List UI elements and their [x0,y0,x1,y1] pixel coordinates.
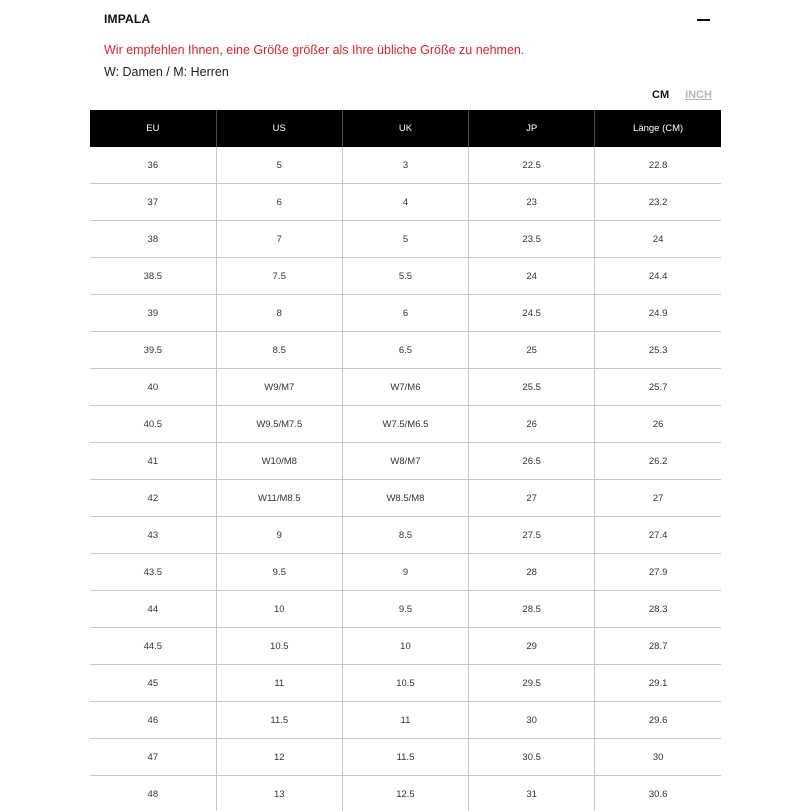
cell-us: 5 [216,147,342,184]
cell-eu: 43 [90,517,216,554]
cell-length: 28.7 [595,628,721,665]
cell-jp: 27.5 [469,517,595,554]
cell-eu: 40.5 [90,406,216,443]
table-row [90,258,721,295]
cell-length: 29.1 [595,665,721,702]
cell-length: 28.3 [595,591,721,628]
cell-jp: 22.5 [469,147,595,184]
size-table-body [90,147,721,811]
cell-length: 27.9 [595,554,721,591]
cell-us: 13 [216,776,342,811]
cell-length: 27 [595,480,721,517]
cell-length: 22.8 [595,147,721,184]
column-header-us: US [216,110,342,147]
table-row [90,665,721,702]
cell-length: 24.4 [595,258,721,295]
cell-eu: 44 [90,591,216,628]
cell-uk: 5 [342,221,468,258]
table-row [90,517,721,554]
cell-jp: 27 [469,480,595,517]
cell-jp: 30.5 [469,739,595,776]
cell-uk: 6 [342,295,468,332]
cell-uk: W8/M7 [342,443,468,480]
table-row [90,591,721,628]
cell-length: 25.3 [595,332,721,369]
cell-eu: 42 [90,480,216,517]
cell-jp: 30 [469,702,595,739]
cell-uk: 12.5 [342,776,468,811]
cell-us: 12 [216,739,342,776]
table-row [90,406,721,443]
cell-us: 10 [216,591,342,628]
cell-uk: 8.5 [342,517,468,554]
cell-eu: 38 [90,221,216,258]
size-guide-header [104,10,716,30]
cell-uk: 11 [342,702,468,739]
table-row [90,776,721,811]
table-row [90,295,721,332]
cell-eu: 39 [90,295,216,332]
cell-uk: 10.5 [342,665,468,702]
cell-uk: 9 [342,554,468,591]
unit-cm-button[interactable]: CM [652,89,670,101]
cell-us: 10.5 [216,628,342,665]
cell-eu: 41 [90,443,216,480]
cell-us: W9.5/M7.5 [216,406,342,443]
cell-eu: 44.5 [90,628,216,665]
table-row [90,702,721,739]
cell-us: 8.5 [216,332,342,369]
cell-length: 26.2 [595,443,721,480]
cell-uk: W7/M6 [342,369,468,406]
cell-us: 11 [216,665,342,702]
cell-eu: 48 [90,776,216,811]
page-title: IMPALA [104,12,151,26]
cell-us: W11/M8.5 [216,480,342,517]
size-recommendation-notice: Wir empfehlen Ihnen, eine Größe größer als Ihre übliche Größe zu nehmen. [104,43,525,57]
table-row [90,147,721,184]
unit-inch-button[interactable]: INCH [685,89,712,101]
cell-jp: 26.5 [469,443,595,480]
cell-jp: 24 [469,258,595,295]
gender-legend: W: Damen / M: Herren [104,65,229,79]
size-table [90,110,721,811]
cell-jp: 23.5 [469,221,595,258]
minus-icon [697,19,710,21]
cell-length: 29.6 [595,702,721,739]
cell-length: 30 [595,739,721,776]
cell-jp: 29.5 [469,665,595,702]
unit-toggle [652,89,712,101]
table-row [90,221,721,258]
cell-uk: 11.5 [342,739,468,776]
cell-length: 25.7 [595,369,721,406]
collapse-button[interactable] [696,10,712,30]
column-header-uk: UK [342,110,468,147]
cell-us: 9 [216,517,342,554]
cell-uk: 9.5 [342,591,468,628]
cell-uk: 10 [342,628,468,665]
column-header-eu: EU [90,110,216,147]
column-header-length: Länge (CM) [595,110,721,147]
cell-eu: 43.5 [90,554,216,591]
cell-jp: 23 [469,184,595,221]
table-row [90,628,721,665]
cell-eu: 40 [90,369,216,406]
cell-us: W10/M8 [216,443,342,480]
cell-us: 11.5 [216,702,342,739]
cell-eu: 39.5 [90,332,216,369]
cell-us: 7 [216,221,342,258]
cell-us: 9.5 [216,554,342,591]
cell-us: 6 [216,184,342,221]
cell-eu: 45 [90,665,216,702]
cell-uk: 4 [342,184,468,221]
cell-eu: 38.5 [90,258,216,295]
cell-us: 7.5 [216,258,342,295]
column-header-jp: JP [469,110,595,147]
cell-jp: 31 [469,776,595,811]
cell-eu: 36 [90,147,216,184]
cell-jp: 28.5 [469,591,595,628]
table-row [90,480,721,517]
cell-length: 30.6 [595,776,721,811]
cell-jp: 25 [469,332,595,369]
cell-length: 24 [595,221,721,258]
cell-jp: 25.5 [469,369,595,406]
cell-us: W9/M7 [216,369,342,406]
cell-jp: 26 [469,406,595,443]
cell-length: 27.4 [595,517,721,554]
cell-jp: 29 [469,628,595,665]
cell-eu: 47 [90,739,216,776]
cell-eu: 46 [90,702,216,739]
cell-eu: 37 [90,184,216,221]
table-row [90,739,721,776]
cell-length: 26 [595,406,721,443]
table-row [90,369,721,406]
table-row [90,443,721,480]
cell-length: 24.9 [595,295,721,332]
table-row [90,554,721,591]
cell-uk: 3 [342,147,468,184]
table-row [90,332,721,369]
cell-length: 23.2 [595,184,721,221]
cell-us: 8 [216,295,342,332]
cell-uk: 6.5 [342,332,468,369]
cell-jp: 24.5 [469,295,595,332]
table-header-row [90,110,721,147]
table-row [90,184,721,221]
cell-uk: W7.5/M6.5 [342,406,468,443]
cell-uk: 5.5 [342,258,468,295]
cell-jp: 28 [469,554,595,591]
cell-uk: W8.5/M8 [342,480,468,517]
